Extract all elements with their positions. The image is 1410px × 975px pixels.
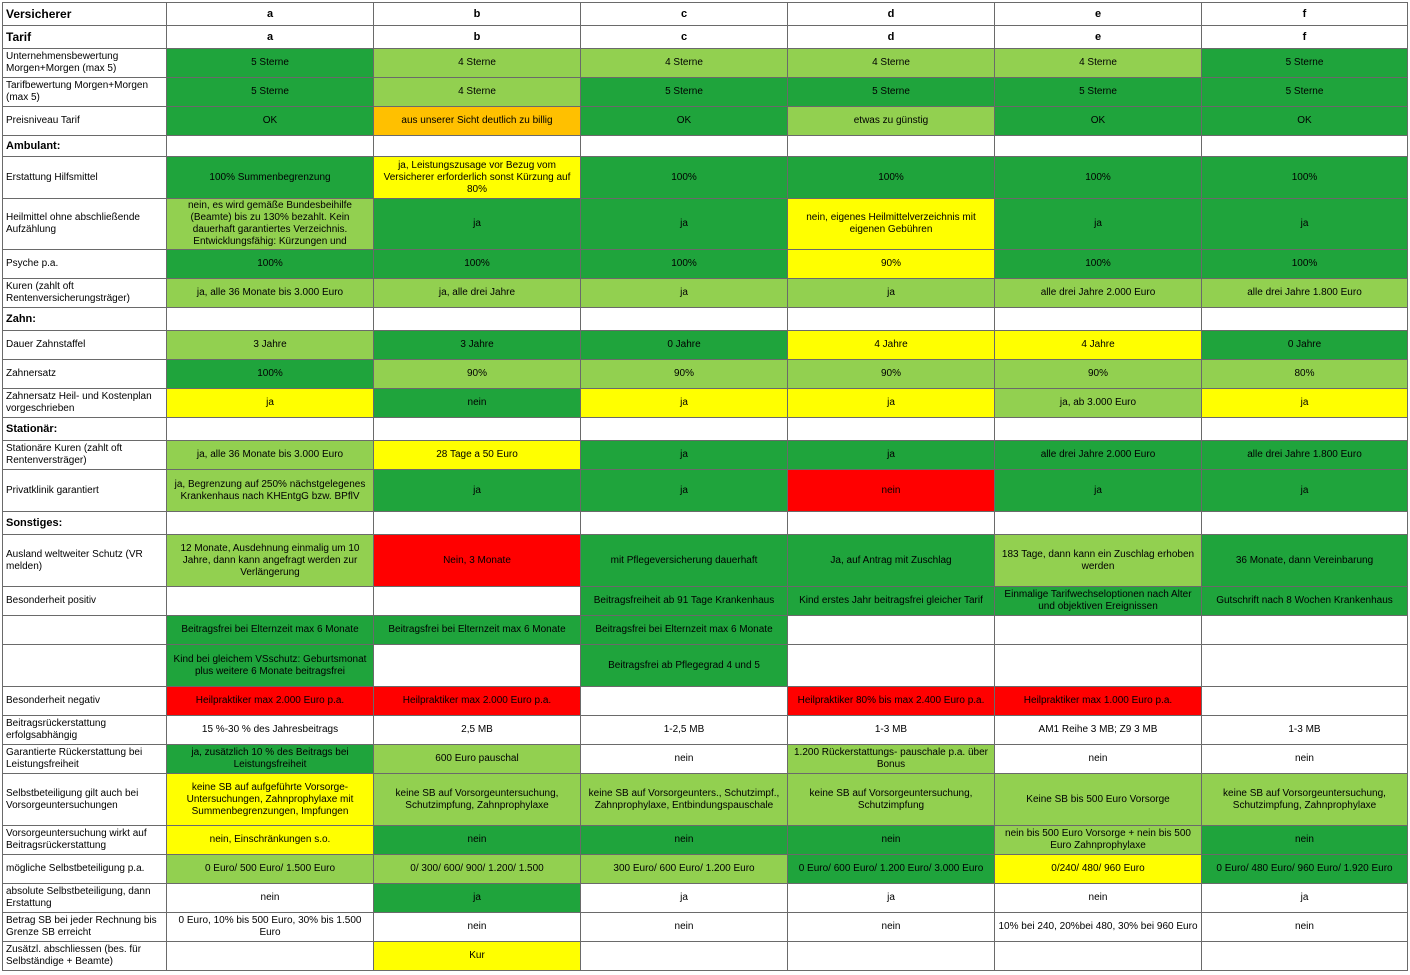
table-row xyxy=(3,855,1408,884)
cell: 90% xyxy=(788,250,995,279)
cell: 80% xyxy=(1202,360,1408,389)
cell: nein xyxy=(581,745,788,774)
cell: 12 Monate, Ausdehnung einmalig um 10 Jahre, dann kann angefragt werden zur Verlängerung xyxy=(167,535,374,587)
section-row xyxy=(3,512,1408,535)
cell: ja xyxy=(788,389,995,418)
cell: 0 Euro/ 480 Euro/ 960 Euro/ 1.920 Euro xyxy=(1202,855,1408,884)
cell: 1-3 MB xyxy=(788,716,995,745)
cell xyxy=(1202,136,1408,157)
cell: 90% xyxy=(374,360,581,389)
cell: ja xyxy=(167,389,374,418)
cell: Keine SB bis 500 Euro Vorsorge xyxy=(995,774,1202,826)
table-row xyxy=(3,826,1408,855)
cell: nein xyxy=(995,884,1202,913)
cell: Kind erstes Jahr beitragsfrei gleicher Tarif xyxy=(788,587,995,616)
cell xyxy=(374,512,581,535)
cell: aus unserer Sicht deutlich zu billig xyxy=(374,107,581,136)
cell xyxy=(167,136,374,157)
cell: nein xyxy=(788,470,995,512)
row-label: Ausland weltweiter Schutz (VR melden) xyxy=(3,535,167,587)
cell: keine SB auf aufgeführte Vorsorge-Untersuchungen, Zahnprophylaxe mit Summenbegrenzungen, Impfungen xyxy=(167,774,374,826)
cell: Beitragsfrei bei Elternzeit max 6 Monate xyxy=(581,616,788,645)
cell: alle drei Jahre 1.800 Euro xyxy=(1202,441,1408,470)
cell: 5 Sterne xyxy=(167,49,374,78)
row-label: Betrag SB bei jeder Rechnung bis Grenze SB erreicht xyxy=(3,913,167,942)
row-label: Privatklinik garantiert xyxy=(3,470,167,512)
cell: ja xyxy=(788,884,995,913)
cell: Heilpraktiker max 2.000 Euro p.a. xyxy=(167,687,374,716)
cell: nein, eigenes Heilmittelverzeichnis mit eigenen Gebühren xyxy=(788,199,995,250)
row-label: Stationäre Kuren (zahlt oft Rentenversträger) xyxy=(3,441,167,470)
cell: 4 Jahre xyxy=(995,331,1202,360)
table-row xyxy=(3,535,1408,587)
cell: 5 Sterne xyxy=(1202,78,1408,107)
table-row xyxy=(3,199,1408,250)
table-row xyxy=(3,884,1408,913)
cell: Kur xyxy=(374,942,581,971)
cell: nein xyxy=(581,826,788,855)
row-label: Besonderheit negativ xyxy=(3,687,167,716)
cell: alle drei Jahre 2.000 Euro xyxy=(995,279,1202,308)
cell: Beitragsfrei bei Elternzeit max 6 Monate xyxy=(374,616,581,645)
cell xyxy=(167,418,374,441)
cell: OK xyxy=(1202,107,1408,136)
cell: f xyxy=(1202,26,1408,49)
cell xyxy=(374,587,581,616)
cell: 28 Tage a 50 Euro xyxy=(374,441,581,470)
cell: 1.200 Rückerstattungs- pauschale p.a. über Bonus xyxy=(788,745,995,774)
cell xyxy=(995,645,1202,687)
cell xyxy=(1202,687,1408,716)
table-row xyxy=(3,389,1408,418)
comparison-table-body xyxy=(3,3,1408,971)
cell: 100% xyxy=(1202,250,1408,279)
cell: nein xyxy=(1202,826,1408,855)
cell: Gutschrift nach 8 Wochen Krankenhaus xyxy=(1202,587,1408,616)
cell xyxy=(1202,645,1408,687)
cell: alle drei Jahre 2.000 Euro xyxy=(995,441,1202,470)
table-row xyxy=(3,49,1408,78)
cell: nein xyxy=(788,826,995,855)
row-label: Unternehmensbewertung Morgen+Morgen (max 5) xyxy=(3,49,167,78)
cell: nein xyxy=(788,913,995,942)
cell: 100% xyxy=(995,250,1202,279)
cell: 4 Sterne xyxy=(788,49,995,78)
cell xyxy=(995,308,1202,331)
cell xyxy=(581,136,788,157)
cell xyxy=(374,418,581,441)
cell: ja xyxy=(788,441,995,470)
cell xyxy=(167,587,374,616)
cell xyxy=(1202,418,1408,441)
cell: 90% xyxy=(995,360,1202,389)
cell: 100% xyxy=(1202,157,1408,199)
cell: OK xyxy=(581,107,788,136)
cell xyxy=(995,418,1202,441)
cell: nein xyxy=(995,745,1202,774)
row-label: Besonderheit positiv xyxy=(3,587,167,616)
row-label: Zahnersatz xyxy=(3,360,167,389)
cell: d xyxy=(788,26,995,49)
table-row xyxy=(3,687,1408,716)
cell: nein xyxy=(374,826,581,855)
cell: b xyxy=(374,3,581,26)
cell: a xyxy=(167,26,374,49)
cell: 100% Summenbegrenzung xyxy=(167,157,374,199)
cell: 1-2,5 MB xyxy=(581,716,788,745)
cell: etwas zu günstig xyxy=(788,107,995,136)
cell: 90% xyxy=(581,360,788,389)
row-label: Heilmittel ohne abschließende Aufzählung xyxy=(3,199,167,250)
cell xyxy=(1202,616,1408,645)
section-heading: Ambulant: xyxy=(3,136,167,157)
cell: keine SB auf Vorsorgeuntersuchung, Schutzimpfung, Zahnprophylaxe xyxy=(374,774,581,826)
cell xyxy=(788,942,995,971)
row-label xyxy=(3,645,167,687)
cell: 15 %-30 % des Jahresbeitrags xyxy=(167,716,374,745)
cell: ja xyxy=(581,884,788,913)
cell: 100% xyxy=(374,250,581,279)
cell: 36 Monate, dann Vereinbarung xyxy=(1202,535,1408,587)
cell: 0 Jahre xyxy=(581,331,788,360)
row-label: absolute Selbstbeteiligung, dann Erstattung xyxy=(3,884,167,913)
table-row xyxy=(3,331,1408,360)
row-label: Tarif xyxy=(3,26,167,49)
cell: ja xyxy=(1202,884,1408,913)
table-row xyxy=(3,279,1408,308)
cell: mit Pflegeversicherung dauerhaft xyxy=(581,535,788,587)
cell: nein bis 500 Euro Vorsorge + nein bis 500 Euro Zahnprophylaxe xyxy=(995,826,1202,855)
cell: e xyxy=(995,3,1202,26)
cell: ja, zusätzlich 10 % des Beitrags bei Leistungsfreiheit xyxy=(167,745,374,774)
table-row xyxy=(3,716,1408,745)
cell: nein, Einschränkungen s.o. xyxy=(167,826,374,855)
cell xyxy=(581,308,788,331)
cell: Nein, 3 Monate xyxy=(374,535,581,587)
cell: Beitragsfrei ab Pflegegrad 4 und 5 xyxy=(581,645,788,687)
row-label: Preisniveau Tarif xyxy=(3,107,167,136)
cell xyxy=(581,942,788,971)
cell: ja xyxy=(1202,199,1408,250)
cell: 1-3 MB xyxy=(1202,716,1408,745)
section-heading: Zahn: xyxy=(3,308,167,331)
table-row xyxy=(3,441,1408,470)
cell: alle drei Jahre 1.800 Euro xyxy=(1202,279,1408,308)
row-label: Kuren (zahlt oft Rentenversicherungsträger) xyxy=(3,279,167,308)
cell xyxy=(167,512,374,535)
cell xyxy=(995,616,1202,645)
cell: ja, alle 36 Monate bis 3.000 Euro xyxy=(167,441,374,470)
row-label: Tarifbewertung Morgen+Morgen (max 5) xyxy=(3,78,167,107)
cell: ja, alle 36 Monate bis 3.000 Euro xyxy=(167,279,374,308)
cell: 2,5 MB xyxy=(374,716,581,745)
cell: 4 Jahre xyxy=(788,331,995,360)
table-row xyxy=(3,913,1408,942)
cell: 600 Euro pauschal xyxy=(374,745,581,774)
cell: 5 Sterne xyxy=(788,78,995,107)
cell: 5 Sterne xyxy=(1202,49,1408,78)
table-row xyxy=(3,107,1408,136)
row-label: mögliche Selbstbeteiligung p.a. xyxy=(3,855,167,884)
cell: ja xyxy=(788,279,995,308)
cell: ja xyxy=(581,199,788,250)
table-row xyxy=(3,360,1408,389)
cell: ja xyxy=(581,470,788,512)
cell: nein xyxy=(374,389,581,418)
cell xyxy=(1202,512,1408,535)
table-row xyxy=(3,645,1408,687)
table-row xyxy=(3,745,1408,774)
cell xyxy=(788,512,995,535)
cell: d xyxy=(788,3,995,26)
cell xyxy=(788,645,995,687)
cell: ja xyxy=(995,199,1202,250)
cell: 4 Sterne xyxy=(995,49,1202,78)
cell xyxy=(374,645,581,687)
cell: Beitragsfreiheit ab 91 Tage Krankenhaus xyxy=(581,587,788,616)
section-row xyxy=(3,136,1408,157)
row-label: Psyche p.a. xyxy=(3,250,167,279)
table-row xyxy=(3,616,1408,645)
cell: ja xyxy=(581,389,788,418)
table-row xyxy=(3,157,1408,199)
cell: 3 Jahre xyxy=(167,331,374,360)
cell xyxy=(788,418,995,441)
cell: a xyxy=(167,3,374,26)
cell xyxy=(581,687,788,716)
cell: 183 Tage, dann kann ein Zuschlag erhoben werden xyxy=(995,535,1202,587)
cell: nein xyxy=(1202,745,1408,774)
cell: b xyxy=(374,26,581,49)
cell: nein xyxy=(167,884,374,913)
table-row xyxy=(3,774,1408,826)
cell: ja xyxy=(374,470,581,512)
cell: nein xyxy=(1202,913,1408,942)
cell: OK xyxy=(995,107,1202,136)
cell xyxy=(995,512,1202,535)
cell: ja xyxy=(581,441,788,470)
cell: keine SB auf Vorsorgeuntersuchung, Schutzimpfung, Zahnprophylaxe xyxy=(1202,774,1408,826)
row-label xyxy=(3,616,167,645)
cell: Heilpraktiker max 2.000 Euro p.a. xyxy=(374,687,581,716)
cell: f xyxy=(1202,3,1408,26)
cell: 90% xyxy=(788,360,995,389)
cell: Heilpraktiker 80% bis max 2.400 Euro p.a. xyxy=(788,687,995,716)
cell: ja xyxy=(581,279,788,308)
section-row xyxy=(3,308,1408,331)
cell: Einmalige Tarifwechseloptionen nach Alter und objektiven Ereignissen xyxy=(995,587,1202,616)
cell: 0 Euro/ 600 Euro/ 1.200 Euro/ 3.000 Euro xyxy=(788,855,995,884)
table-row xyxy=(3,942,1408,971)
comparison-table xyxy=(2,2,1408,971)
cell: ja xyxy=(1202,389,1408,418)
header-row xyxy=(3,3,1408,26)
cell: nein, es wird gemäße Bundesbeihilfe (Beamte) bis zu 130% bezahlt. Kein dauerhaft garantiertes Verzeichnis. Entwicklungsfähig: Kürzungen und xyxy=(167,199,374,250)
cell xyxy=(995,136,1202,157)
cell: 100% xyxy=(167,250,374,279)
cell: keine SB auf Vorsorgeunters., Schutzimpf., Zahnprophylaxe, Entbindungspauschale xyxy=(581,774,788,826)
cell: 100% xyxy=(581,157,788,199)
cell xyxy=(167,308,374,331)
cell: 0 Jahre xyxy=(1202,331,1408,360)
cell: c xyxy=(581,26,788,49)
row-label: Zahnersatz Heil- und Kostenplan vorgeschrieben xyxy=(3,389,167,418)
cell xyxy=(374,136,581,157)
cell: ja, Begrenzung auf 250% nächstgelegenes Krankenhaus nach KHEntgG bzw. BPflV xyxy=(167,470,374,512)
table-row xyxy=(3,587,1408,616)
header-row xyxy=(3,26,1408,49)
cell: Kind bei gleichem VSschutz: Geburtsmonat plus weitere 6 Monate beitragsfrei xyxy=(167,645,374,687)
cell: ja xyxy=(1202,470,1408,512)
cell: 5 Sterne xyxy=(581,78,788,107)
cell: 0/240/ 480/ 960 Euro xyxy=(995,855,1202,884)
cell: 5 Sterne xyxy=(167,78,374,107)
row-label: Selbstbeteiligung gilt auch bei Vorsorgeuntersuchungen xyxy=(3,774,167,826)
cell: 4 Sterne xyxy=(581,49,788,78)
row-label: Garantierte Rückerstattung bei Leistungsfreiheit xyxy=(3,745,167,774)
cell xyxy=(1202,942,1408,971)
cell: 10% bei 240, 20%bei 480, 30% bei 960 Euro xyxy=(995,913,1202,942)
cell: ja xyxy=(374,884,581,913)
cell: 100% xyxy=(788,157,995,199)
cell: 100% xyxy=(995,157,1202,199)
table-row xyxy=(3,250,1408,279)
cell: Beitragsfrei bei Elternzeit max 6 Monate xyxy=(167,616,374,645)
row-label: Dauer Zahnstaffel xyxy=(3,331,167,360)
cell: 100% xyxy=(167,360,374,389)
cell: 100% xyxy=(581,250,788,279)
cell: 0/ 300/ 600/ 900/ 1.200/ 1.500 xyxy=(374,855,581,884)
cell: nein xyxy=(374,913,581,942)
cell xyxy=(581,512,788,535)
cell: nein xyxy=(581,913,788,942)
cell xyxy=(788,136,995,157)
cell xyxy=(788,308,995,331)
cell: Ja, auf Antrag mit Zuschlag xyxy=(788,535,995,587)
row-label: Zusätzl. abschliessen (bes. für Selbständige + Beamte) xyxy=(3,942,167,971)
cell: 4 Sterne xyxy=(374,49,581,78)
cell xyxy=(788,616,995,645)
section-heading: Sonstiges: xyxy=(3,512,167,535)
cell xyxy=(995,942,1202,971)
cell: 0 Euro, 10% bis 500 Euro, 30% bis 1.500 Euro xyxy=(167,913,374,942)
table-row xyxy=(3,78,1408,107)
cell xyxy=(167,942,374,971)
cell: 4 Sterne xyxy=(374,78,581,107)
cell xyxy=(581,418,788,441)
cell xyxy=(1202,308,1408,331)
section-row xyxy=(3,418,1408,441)
row-label: Beitragsrückerstattung erfolgsabhängig xyxy=(3,716,167,745)
cell: e xyxy=(995,26,1202,49)
cell: 0 Euro/ 500 Euro/ 1.500 Euro xyxy=(167,855,374,884)
cell: ja, alle drei Jahre xyxy=(374,279,581,308)
cell: 5 Sterne xyxy=(995,78,1202,107)
cell: 300 Euro/ 600 Euro/ 1.200 Euro xyxy=(581,855,788,884)
cell: OK xyxy=(167,107,374,136)
cell: ja, Leistungszusage vor Bezug vom Versicherer erforderlich sonst Kürzung auf 80% xyxy=(374,157,581,199)
row-label: Erstattung Hilfsmittel xyxy=(3,157,167,199)
cell: ja, ab 3.000 Euro xyxy=(995,389,1202,418)
cell: Heilpraktiker max 1.000 Euro p.a. xyxy=(995,687,1202,716)
cell: 3 Jahre xyxy=(374,331,581,360)
row-label: Vorsorgeuntersuchung wirkt auf Beitragsrückerstattung xyxy=(3,826,167,855)
cell: ja xyxy=(374,199,581,250)
cell: AM1 Reihe 3 MB; Z9 3 MB xyxy=(995,716,1202,745)
cell: c xyxy=(581,3,788,26)
cell: keine SB auf Vorsorgeuntersuchung, Schutzimpfung xyxy=(788,774,995,826)
row-label: Versicherer xyxy=(3,3,167,26)
section-heading: Stationär: xyxy=(3,418,167,441)
table-row xyxy=(3,470,1408,512)
cell: ja xyxy=(995,470,1202,512)
cell xyxy=(374,308,581,331)
